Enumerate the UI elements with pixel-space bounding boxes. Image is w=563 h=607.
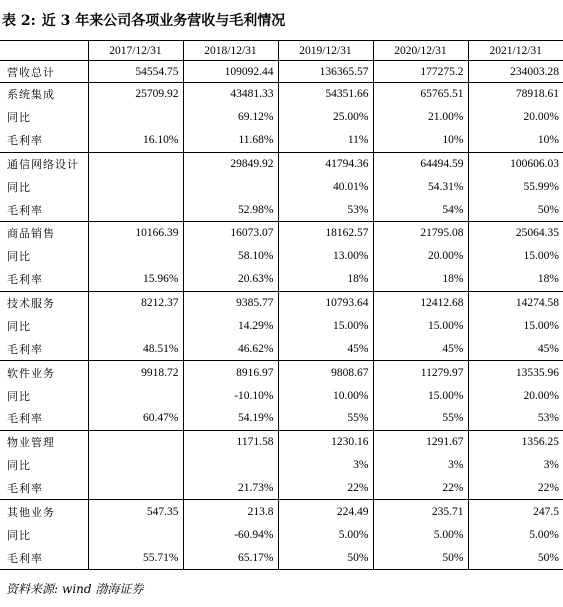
row-label: 系统集成 (0, 83, 88, 106)
row-label: 毛利率 (0, 198, 88, 221)
row-label: 同比 (7, 459, 31, 473)
value-cell (88, 245, 183, 268)
value-cell: 1291.67 (373, 430, 468, 453)
row-label: 同比 (7, 111, 31, 125)
row-label: 物业管理 (0, 430, 88, 453)
value-cell: 177275.2 (373, 61, 468, 83)
header-cell: 2021/12/31 (468, 41, 563, 61)
value-cell: 10% (373, 129, 468, 152)
value-cell: 18% (373, 268, 468, 291)
value-cell: 3% (278, 454, 373, 477)
value-cell: 55.71% (88, 546, 183, 569)
value-cell (88, 152, 183, 175)
value-cell: 8916.97 (183, 361, 278, 384)
value-cell: 3% (373, 454, 468, 477)
value-cell: 55.99% (468, 175, 563, 198)
value-cell: 54% (373, 198, 468, 221)
value-cell: 9808.67 (278, 361, 373, 384)
value-cell (88, 106, 183, 129)
value-cell: 3% (468, 454, 563, 477)
value-cell: 15.96% (88, 268, 183, 291)
header-cell: 2018/12/31 (183, 41, 278, 61)
value-cell: 16073.07 (183, 222, 278, 245)
value-cell: 15.00% (373, 314, 468, 337)
revenue-margin-table (0, 40, 563, 570)
table-row (0, 338, 563, 361)
row-label: 同比 (7, 180, 31, 194)
header-cell: 2020/12/31 (373, 41, 468, 61)
value-cell (88, 477, 183, 500)
source-label: 资料来源: (6, 582, 59, 596)
value-cell: 18% (468, 268, 563, 291)
value-cell: 100606.03 (468, 152, 563, 175)
value-cell: 54351.66 (278, 83, 373, 106)
value-cell: 22% (373, 477, 468, 500)
value-cell: 58.10% (183, 245, 278, 268)
row-label: 技术服务 (0, 291, 88, 314)
table-row (0, 83, 563, 106)
row-label: 通信网络设计 (0, 152, 88, 175)
value-cell: -10.10% (183, 384, 278, 407)
value-cell: 21.73% (183, 477, 278, 500)
table-row (0, 314, 563, 337)
row-label: 同比 (7, 389, 31, 403)
value-cell: 9918.72 (88, 361, 183, 384)
value-cell: 234003.28 (468, 61, 563, 83)
table-row (0, 477, 563, 500)
value-cell: 25.00% (278, 106, 373, 129)
value-cell: 50% (373, 546, 468, 569)
value-cell: 1230.16 (278, 430, 373, 453)
row-label: 其他业务 (0, 500, 88, 523)
value-cell (183, 175, 278, 198)
source-note (6, 580, 147, 597)
row-label: 商品销售 (0, 222, 88, 245)
value-cell: 235.71 (373, 500, 468, 523)
value-cell: 22% (278, 477, 373, 500)
row-label: 毛利率 (0, 477, 88, 500)
value-cell: 22% (468, 477, 563, 500)
table-row (0, 500, 563, 523)
value-cell: 55% (278, 407, 373, 430)
table-row (0, 152, 563, 175)
value-cell (183, 454, 278, 477)
table-row (0, 175, 563, 198)
table-row (0, 523, 563, 546)
caption-text: 近 3 年来公司各项业务营收与毛利情况 (41, 13, 286, 29)
value-cell: 15.00% (278, 314, 373, 337)
value-cell: 18% (278, 268, 373, 291)
table-row (0, 430, 563, 453)
value-cell: 45% (373, 338, 468, 361)
value-cell: 213.8 (183, 500, 278, 523)
value-cell: 247.5 (468, 500, 563, 523)
value-cell: 40.01% (278, 175, 373, 198)
table-row (0, 407, 563, 430)
table-row (0, 546, 563, 569)
caption-label: 表 2: (2, 13, 36, 29)
table-row (0, 268, 563, 291)
value-cell: -60.94% (183, 523, 278, 546)
value-cell: 11.68% (183, 129, 278, 152)
value-cell: 21795.08 (373, 222, 468, 245)
value-cell: 10% (468, 129, 563, 152)
value-cell: 50% (278, 546, 373, 569)
value-cell (88, 198, 183, 221)
value-cell: 78918.61 (468, 83, 563, 106)
value-cell: 15.00% (373, 384, 468, 407)
value-cell (88, 523, 183, 546)
value-cell: 21.00% (373, 106, 468, 129)
source-text: wind 渤海证券 (62, 582, 144, 596)
value-cell: 10.00% (278, 384, 373, 407)
value-cell: 13.00% (278, 245, 373, 268)
value-cell: 25709.92 (88, 83, 183, 106)
table-row (0, 222, 563, 245)
value-cell: 54554.75 (88, 61, 183, 83)
table-row (0, 61, 563, 83)
value-cell: 12412.68 (373, 291, 468, 314)
value-cell: 52.98% (183, 198, 278, 221)
table-row (0, 291, 563, 314)
table-row (0, 198, 563, 221)
value-cell: 29849.92 (183, 152, 278, 175)
value-cell: 20.63% (183, 268, 278, 291)
value-cell: 136365.57 (278, 61, 373, 83)
value-cell: 65.17% (183, 546, 278, 569)
value-cell: 50% (468, 546, 563, 569)
row-label: 营收总计 (0, 61, 88, 83)
value-cell: 547.35 (88, 500, 183, 523)
value-cell: 13535.96 (468, 361, 563, 384)
header-cell: 2017/12/31 (88, 41, 183, 61)
value-cell: 8212.37 (88, 291, 183, 314)
value-cell: 14.29% (183, 314, 278, 337)
row-label: 同比 (7, 250, 31, 264)
value-cell: 53% (278, 198, 373, 221)
table-row (0, 361, 563, 384)
value-cell: 10793.64 (278, 291, 373, 314)
value-cell: 14274.58 (468, 291, 563, 314)
table-body (0, 61, 563, 570)
value-cell: 25064.35 (468, 222, 563, 245)
value-cell: 41794.36 (278, 152, 373, 175)
row-label: 同比 (7, 528, 31, 542)
value-cell: 5.00% (468, 523, 563, 546)
value-cell: 16.10% (88, 129, 183, 152)
value-cell (88, 430, 183, 453)
value-cell: 18162.57 (278, 222, 373, 245)
table-row (0, 129, 563, 152)
value-cell: 50% (468, 198, 563, 221)
value-cell: 48.51% (88, 338, 183, 361)
value-cell: 53% (468, 407, 563, 430)
header-cell (0, 41, 88, 61)
table-row (0, 454, 563, 477)
value-cell: 65765.51 (373, 83, 468, 106)
row-label: 毛利率 (0, 268, 88, 291)
value-cell: 11% (278, 129, 373, 152)
row-label: 同比 (7, 319, 31, 333)
value-cell: 43481.33 (183, 83, 278, 106)
value-cell: 5.00% (278, 523, 373, 546)
value-cell: 45% (468, 338, 563, 361)
table-row (0, 384, 563, 407)
row-label: 软件业务 (0, 361, 88, 384)
value-cell: 11279.97 (373, 361, 468, 384)
value-cell: 55% (373, 407, 468, 430)
value-cell (88, 454, 183, 477)
value-cell: 60.47% (88, 407, 183, 430)
value-cell: 9385.77 (183, 291, 278, 314)
row-label: 毛利率 (0, 129, 88, 152)
table-row (0, 245, 563, 268)
value-cell: 20.00% (468, 106, 563, 129)
value-cell: 20.00% (468, 384, 563, 407)
value-cell (88, 175, 183, 198)
value-cell: 64494.59 (373, 152, 468, 175)
value-cell: 5.00% (373, 523, 468, 546)
row-label: 毛利率 (0, 546, 88, 569)
value-cell: 69.12% (183, 106, 278, 129)
value-cell: 54.31% (373, 175, 468, 198)
value-cell: 15.00% (468, 245, 563, 268)
value-cell: 46.62% (183, 338, 278, 361)
table-caption (2, 4, 285, 38)
header-cell: 2019/12/31 (278, 41, 373, 61)
value-cell: 20.00% (373, 245, 468, 268)
value-cell: 224.49 (278, 500, 373, 523)
value-cell (88, 384, 183, 407)
value-cell: 15.00% (468, 314, 563, 337)
value-cell: 1171.58 (183, 430, 278, 453)
row-label: 毛利率 (0, 407, 88, 430)
value-cell (88, 314, 183, 337)
value-cell: 45% (278, 338, 373, 361)
value-cell: 10166.39 (88, 222, 183, 245)
value-cell: 1356.25 (468, 430, 563, 453)
value-cell: 109092.44 (183, 61, 278, 83)
table-row (0, 106, 563, 129)
header-row (0, 41, 563, 61)
row-label: 毛利率 (0, 338, 88, 361)
value-cell: 54.19% (183, 407, 278, 430)
